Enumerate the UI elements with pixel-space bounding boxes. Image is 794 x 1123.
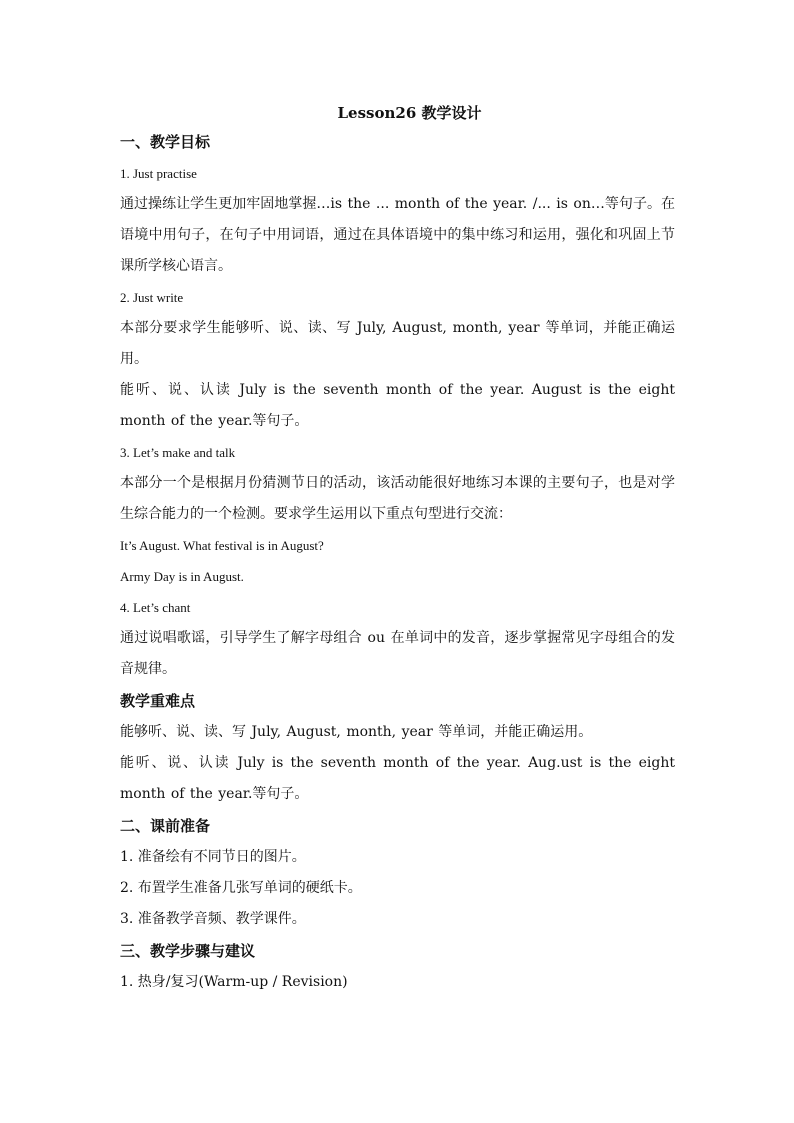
paragraph-just-write: 本部分要求学生能够听、说、读、写 July, August, month, year 等单词，并能正确运用。 <box>120 320 675 367</box>
paragraph-lets-chant: 通过说唱歌谣，引导学生了解字母组合 ou 在单词中的发音，逐步掌握常见字母组合的发音规律。 <box>120 630 675 677</box>
list-item: 3. 准备教学音频、教学课件。 <box>120 911 306 927</box>
section-heading-steps: 三、教学步骤与建议 <box>120 942 256 960</box>
document-title: Lesson26 教学设计 <box>337 104 482 122</box>
section-heading-key-points: 教学重难点 <box>120 692 196 710</box>
paragraph-key-points-sentences: 能听、说、认读 July is the seventh month of the year. Aug.ust is the eight month of the year.等句子。 <box>120 755 675 802</box>
example-sentence-question: It’s August. What festival is in August? <box>120 538 324 553</box>
section-heading-preparation: 二、课前准备 <box>120 817 211 835</box>
paragraph-just-practise: 通过操练让学生更加牢固地掌握…is the ... month of the year. /... is on…等句子。在语境中用句子，在句子中用词语，通过在具体语境中的集中练习和运用，强化和巩固上节课所学核心语言。 <box>120 196 675 274</box>
example-sentence-answer: Army Day is in August. <box>120 569 244 584</box>
paragraph-make-and-talk: 本部分一个是根据月份猜测节日的活动，该活动能很好地练习本课的主要句子，也是对学生综合能力的一个检测。要求学生运用以下重点句型进行交流： <box>120 475 675 522</box>
paragraph-key-points-words: 能够听、说、读、写 July, August, month, year 等单词，并能正确运用。 <box>120 724 593 740</box>
subheading-lets-chant: 4. Let’s chant <box>120 600 191 615</box>
subheading-make-and-talk: 3. Let’s make and talk <box>120 445 236 460</box>
list-item: 1. 准备绘有不同节日的图片。 <box>120 849 306 865</box>
list-item: 1. 热身/复习(Warm-up / Revision) <box>120 974 348 990</box>
list-item: 2. 布置学生准备几张写单词的硬纸卡。 <box>120 880 362 896</box>
section-heading-objectives: 一、教学目标 <box>120 133 211 151</box>
subheading-just-write: 2. Just write <box>120 290 184 305</box>
document-body <box>120 100 675 998</box>
subheading-just-practise: 1. Just practise <box>120 166 197 181</box>
paragraph-just-write-sentences: 能听、说、认读 July is the seventh month of the year. August is the eight month of the year.等句子。 <box>120 382 675 429</box>
